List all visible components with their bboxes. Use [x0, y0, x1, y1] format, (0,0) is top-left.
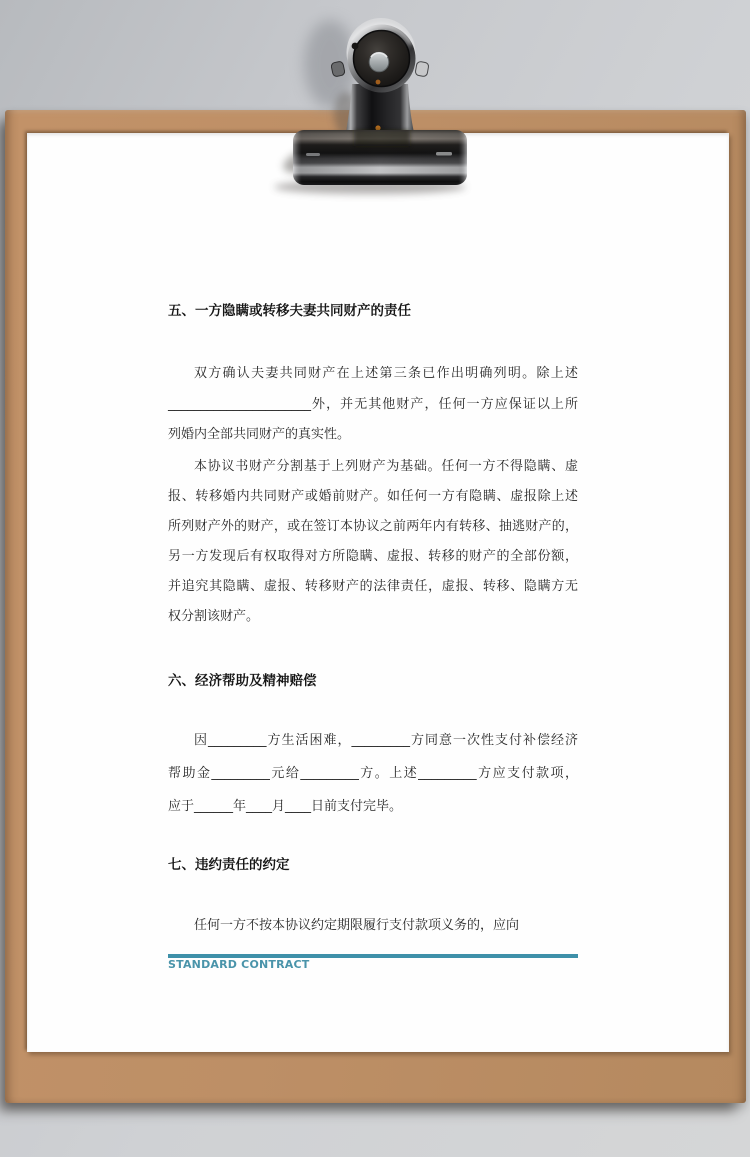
- paragraph-line: 应于______年____月____日前支付完毕。: [168, 799, 403, 814]
- section-heading: 六、经济帮助及精神赔偿: [168, 673, 317, 689]
- paragraph-line: 双方确认夫妻共同财产在上述第三条已作出明确列明。除上述: [194, 366, 578, 381]
- paragraph-line: 任何一方不按本协议约定期限履行支付款项义务的，应向: [194, 918, 520, 933]
- paragraph-line: 本协议书财产分割基于上列财产为基础。任何一方不得隐瞒、虚: [194, 458, 578, 474]
- paragraph-line: 报、转移婚内共同财产或婚前财产。如任何一方有隐瞒、虚报除上述: [168, 488, 578, 504]
- clip-bar-glint-left: [306, 153, 320, 156]
- footer-label: STANDARD CONTRACT: [168, 958, 310, 971]
- paragraph-line: 并追究其隐瞒、虚报、转移财产的法律责任，虚报、转移、隐瞒方无: [168, 578, 578, 594]
- clip-stem-rivet: [375, 125, 380, 130]
- paragraph: [168, 911, 578, 941]
- clip-bar-glint-right: [436, 152, 452, 156]
- clip-bar-stem-shade: [354, 130, 410, 146]
- paragraph-line: 所列财产外的财产，或在签订本协议之前两年内有转移、抽逃财产的，: [168, 518, 578, 534]
- paragraph-line: 因_________方生活困难，_________方同意一次性支付补偿经济: [194, 733, 578, 748]
- clip-head-screw-dot: [352, 43, 359, 50]
- clip-ear-left: [331, 61, 346, 77]
- paragraph-line: 另一方发现后有权取得对方所隐瞒、虚报、转移的财产的全部份额，: [168, 548, 578, 564]
- binder-clip: [268, 6, 492, 202]
- paragraph: [168, 359, 578, 451]
- paragraph-line: 权分割该财产。: [168, 608, 260, 624]
- paragraph: [168, 724, 578, 823]
- paragraph-line: 列婚内全部共同财产的真实性。: [168, 427, 351, 442]
- section-heading: 七、违约责任的约定: [168, 857, 290, 873]
- paragraph-line: 帮助金_________元给_________方。上述_________方应支付款项，: [168, 766, 578, 781]
- clip-face-rivet: [376, 80, 381, 85]
- clip-ear-right: [415, 61, 429, 77]
- paragraph-line: ______________________外，并无其他财产，任何一方应保证以上所: [168, 396, 578, 412]
- section-heading: 五、一方隐瞒或转移夫妻共同财产的责任: [168, 303, 411, 319]
- paragraph: [168, 452, 578, 632]
